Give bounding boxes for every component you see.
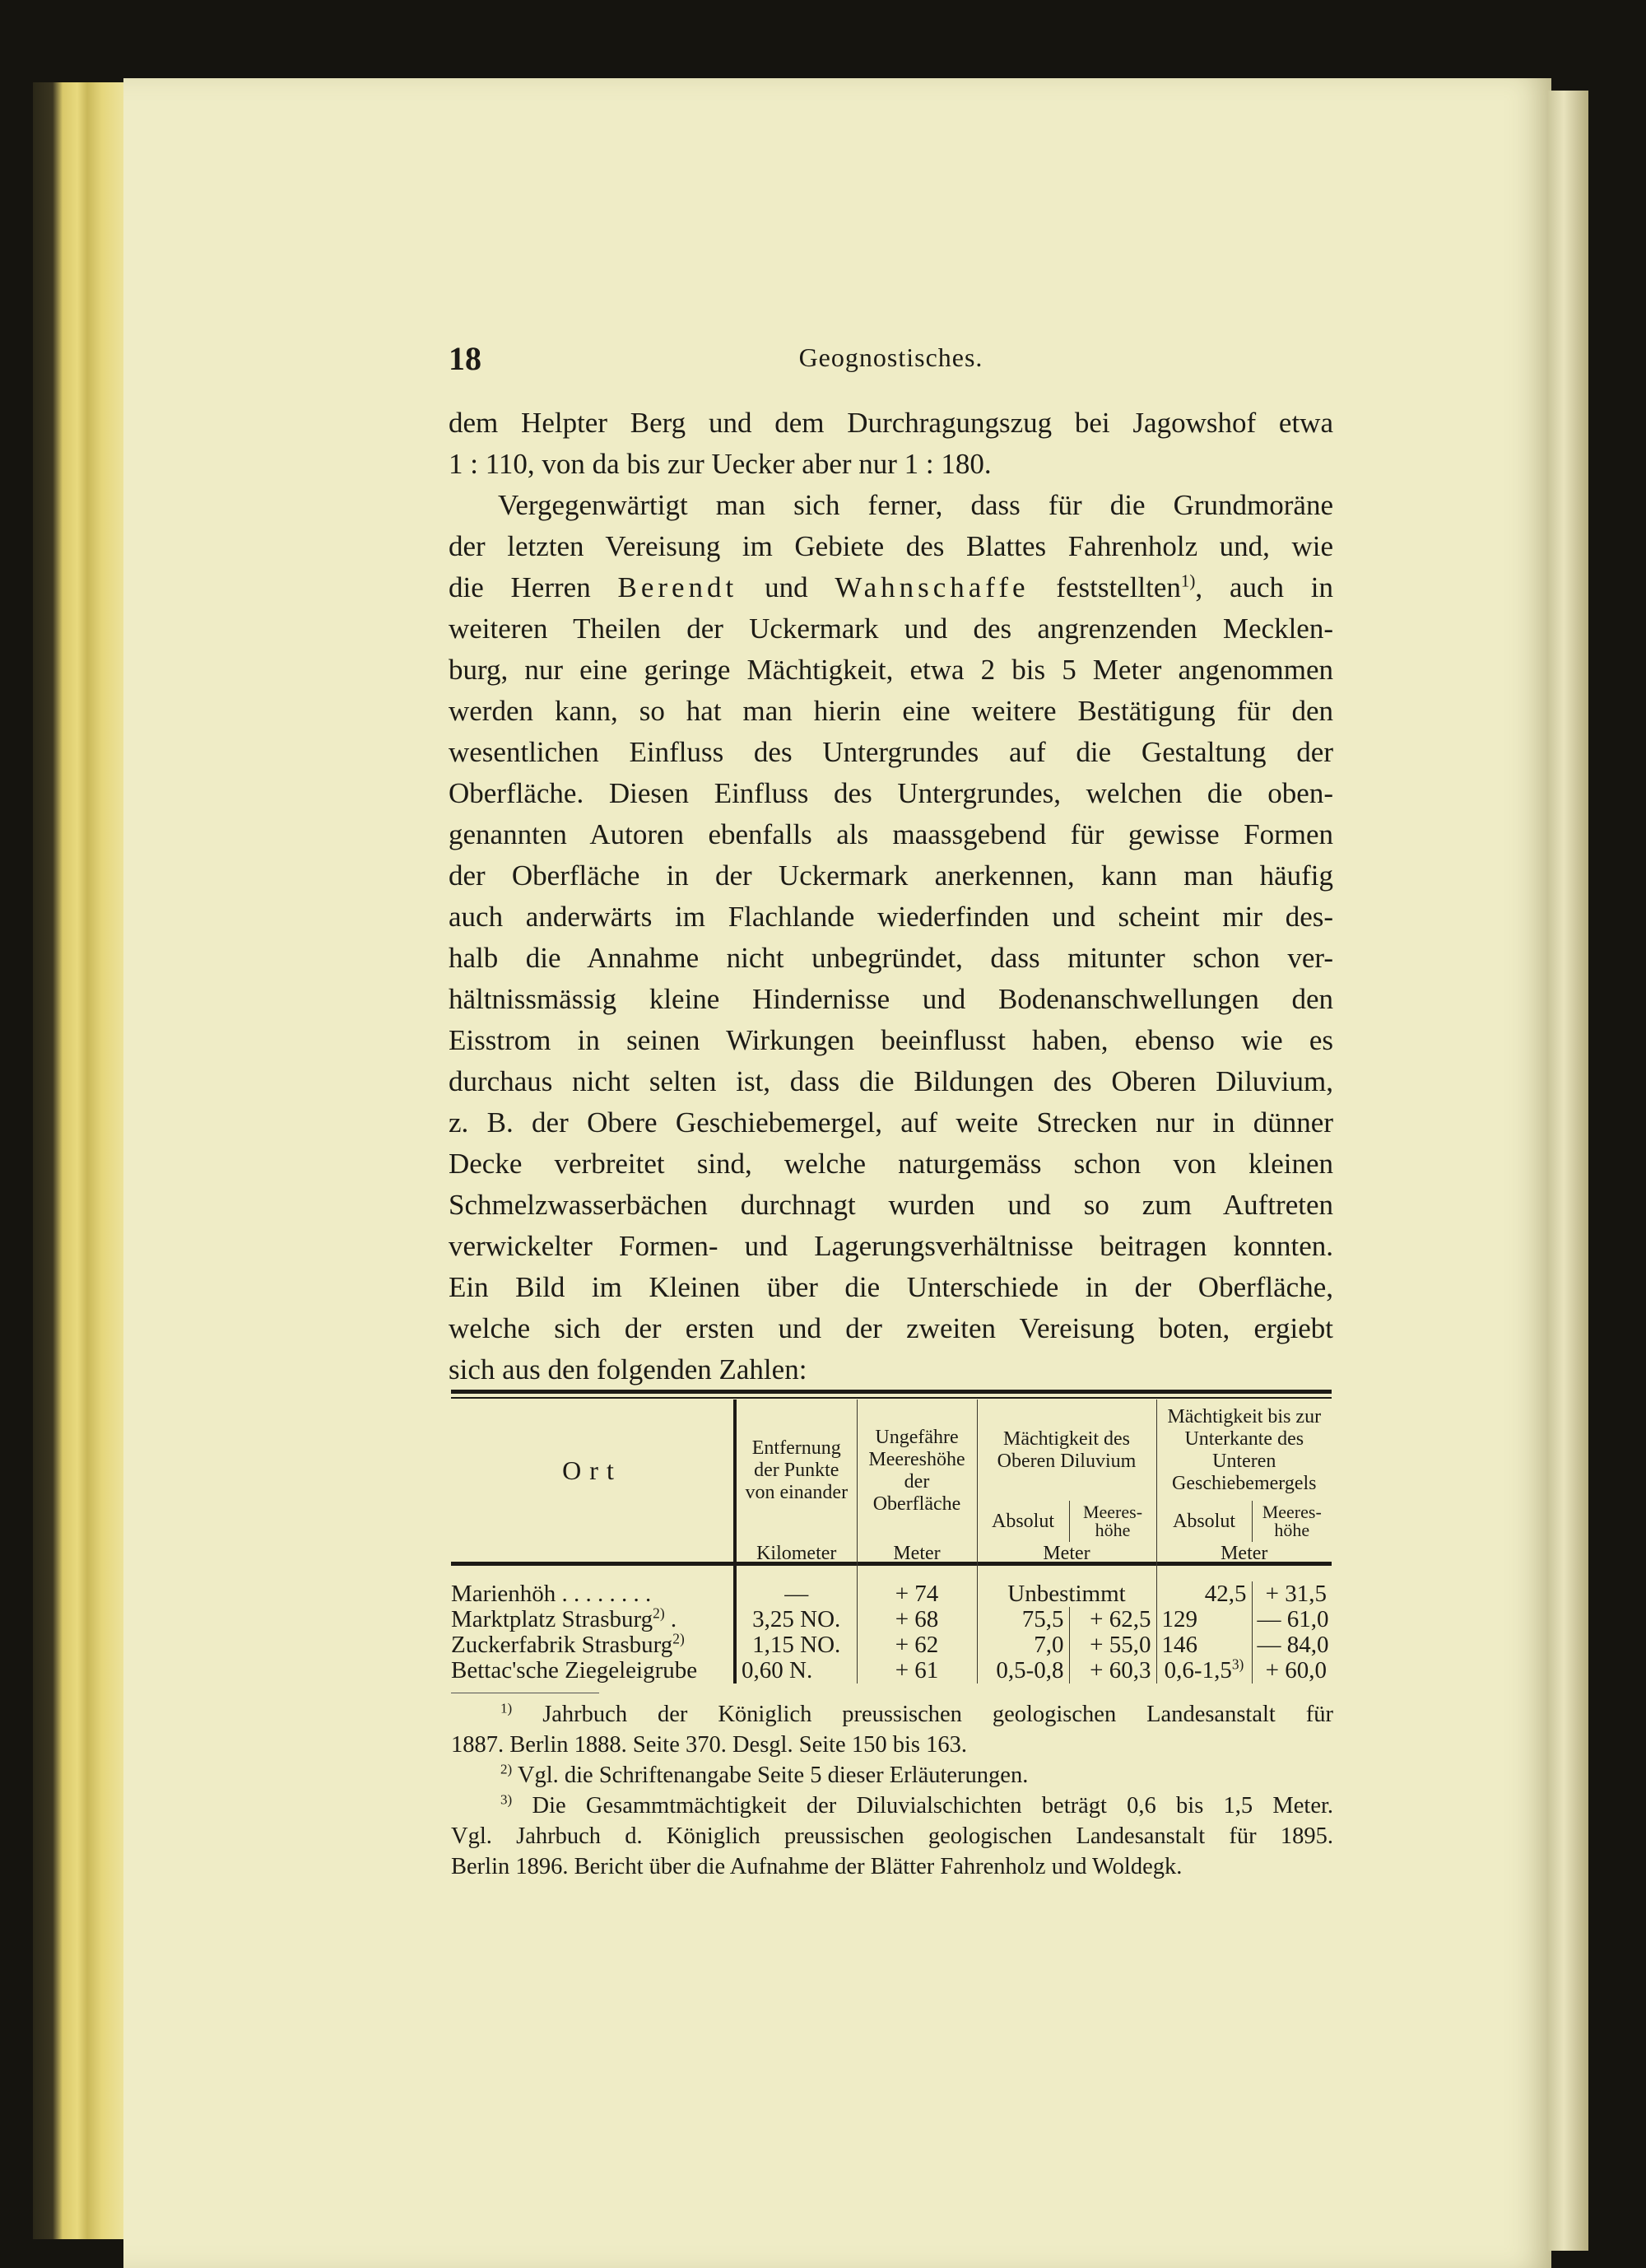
cell-meereshoehe: + 61 [857,1658,977,1684]
table-row [451,1658,1332,1684]
table-row [451,1632,1332,1658]
cell-oberen: Unbestimmt [977,1581,1156,1607]
footnote-3 [451,1791,1333,1821]
text-line: Schmelzwasserbächen durchnagt wurden und so zum Auftreten [449,1189,1333,1221]
footnote-ref[interactable]: 1) [1180,570,1196,591]
text-line: auch anderwärts im Flachlande wiederfinden und scheint mir des- [449,901,1333,933]
text-line: werden kann, so hat man hierin eine weitere Bestätigung für den [449,695,1333,727]
footnote-mark: 3) [500,1791,513,1808]
footnote-line: Berlin 1896. Bericht über die Aufnahme der Blätter Fahrenholz und Woldegk. [451,1854,1183,1879]
cell-oberen-absolut: 7,0 [977,1632,1069,1658]
author-name: Berendt [617,571,738,603]
text-span: , auch in [1195,571,1334,603]
cell-unteren-meereshoehe: + 60,0 [1252,1658,1332,1684]
header-meereshoehe: Ungefähre Meereshöhe der Oberfläche [857,1399,977,1542]
footnote-mark: 2) [500,1761,513,1777]
cell-oberen-absolut: 0,5-0,8 [977,1658,1069,1684]
cell-unteren-absolut [1156,1658,1252,1684]
page-stack-edge [33,82,132,2239]
unit-meter: Meter [977,1542,1156,1565]
cell-oberen-absolut: 75,5 [977,1607,1069,1632]
cell-unteren-meereshoehe: — 84,0 [1252,1632,1332,1658]
text-line: sich aus den folgenden Zahlen: [449,1353,807,1385]
cell-meereshoehe: + 74 [857,1581,977,1607]
cell-oberen-meereshoehe: + 55,0 [1069,1632,1156,1658]
header-absolut: Absolut [1156,1501,1252,1542]
text-line: halb die Annahme nicht unbegründet, dass mitunter schon ver- [449,942,1333,974]
text-line: durchaus nicht selten ist, dass die Bildungen des Oberen Diluvium, [449,1065,1333,1097]
cell-unteren-absolut: 129 [1156,1607,1252,1632]
cell-oberen-meereshoehe: + 62,5 [1069,1607,1156,1632]
text-line: Decke verbreitet sind, welche naturgemäss schon von kleinen [449,1148,1333,1180]
cell-meereshoehe: + 68 [857,1607,977,1632]
cell-ort: Marienhöh . . . . . . . . [451,1581,652,1607]
cell-ort [451,1632,735,1658]
unit-kilometer: Kilometer [735,1542,857,1565]
running-head [449,339,1333,380]
footnote-2 [451,1760,1333,1791]
text-line: 1 : 110, von da bis zur Uecker aber nur 1 : 180. [449,448,992,480]
footnote-ref[interactable]: 2) [653,1607,665,1622]
unit-meter: Meter [1156,1542,1332,1565]
header-meereshoehe-sub: Meeres- höhe [1069,1501,1156,1542]
header-ort: Ort [562,1455,622,1485]
text-span: feststellten [1056,571,1181,603]
text-line: der Oberfläche in der Uckermark anerkennen, kann man häufig [449,859,1333,892]
cell-entfernung: 1,15 NO. [735,1632,857,1658]
text-line: genannten Autoren ebenfalls als maassgebend für gewisse Formen [449,818,1333,850]
cell-unteren-meereshoehe: + 31,5 [1252,1581,1332,1607]
footnote-line: Vgl. Jahrbuch d. Königlich preussischen geologischen Landesanstalt für 1895. [451,1823,1333,1849]
author-name: Wahnschaffe [835,571,1030,603]
table-row [451,1581,1332,1607]
footnotes [451,1699,1333,1882]
text-line: Ein Bild im Kleinen über die Unterschiede in der Oberfläche, [449,1271,1333,1303]
page-number: 18 [449,340,481,377]
text-line: welche sich der ersten und der zweiten Vereisung boten, ergiebt [449,1312,1333,1344]
header-unteren-geschiebemergel: Mächtigkeit bis zur Unterkante des Unteren Geschiebemergels [1156,1399,1332,1501]
cell-oberen-meereshoehe: + 60,3 [1069,1658,1156,1684]
cell-meereshoehe: + 62 [857,1632,977,1658]
body-text [449,403,1333,1390]
data-table [451,1399,1332,1684]
text-span: die Herren [449,571,591,603]
text-line: dem Helpter Berg und dem Durchragungszug bei Jagowshof etwa [449,407,1333,439]
table-top-rule-thin [451,1397,1332,1399]
table-top-rule [451,1390,1332,1394]
footnote-text: Die Gesammtmächtigkeit der Diluvialschichten beträgt 0,6 bis 1,5 Meter. [532,1793,1334,1819]
cell-unteren-absolut: 42,5 [1156,1581,1252,1607]
ort-name: Zuckerfabrik Strasburg [451,1632,673,1658]
footnote-line: 1887. Berlin 1888. Seite 370. Desgl. Seite 150 bis 163. [451,1732,967,1758]
text-line: Eisstrom in seinen Wirkungen beeinflusst haben, ebenso wie es [449,1024,1333,1056]
text-line: wesentlichen Einfluss des Untergrundes auf die Gestaltung der [449,736,1333,768]
footnote-ref[interactable]: 3) [1231,1658,1244,1673]
footnote-ref[interactable]: 2) [672,1632,685,1647]
text-line [449,567,1333,608]
unit-meter: Meter [857,1542,977,1565]
text-line: weiteren Theilen der Uckermark und des angrenzenden Mecklen- [449,612,1333,645]
cell-entfernung: — [735,1581,857,1607]
header-oberen-diluvium: Mächtigkeit des Oberen Diluvium [977,1399,1156,1501]
cell-ort: Bettac'sche Ziegeleigrube [451,1658,698,1684]
value: 0,6-1,5 [1164,1658,1232,1684]
text-line: der letzten Vereisung im Gebiete des Blattes Fahrenholz und, wie [449,530,1333,562]
running-title: Geognostisches. [798,342,983,372]
cell-entfernung: 3,25 NO. [735,1607,857,1632]
text-line: z. B. der Obere Geschiebemergel, auf weite Strecken nur in dünner [449,1106,1333,1139]
ort-tail: . [664,1607,677,1632]
text-span: und [765,571,808,603]
footnote-text: Vgl. die Schriftenangabe Seite 5 dieser Erläuterungen. [517,1763,1029,1788]
text-line: hältnissmässig kleine Hindernisse und Bodenanschwellungen den [449,983,1333,1015]
text-line: Vergegenwärtigt man sich ferner, dass für die Grundmoräne [498,489,1333,521]
header-entfernung: Entfernung der Punkte von einander [735,1399,857,1542]
footnote-mark: 1) [500,1700,513,1716]
ort-name: Marktplatz Strasburg [451,1607,653,1632]
header-absolut: Absolut [977,1501,1069,1542]
cell-entfernung: 0,60 N. [735,1658,857,1684]
cell-ort [451,1607,735,1632]
text-line: verwickelter Formen- und Lagerungsverhältnisse beitragen konnten. [449,1230,1333,1262]
header-meereshoehe-sub: Meeres- höhe [1252,1501,1332,1542]
cell-unteren-meereshoehe: — 61,0 [1252,1607,1332,1632]
text-line: burg, nur eine geringe Mächtigkeit, etwa 2 bis 5 Meter angenommen [449,654,1333,686]
footnote-text: Jahrbuch der Königlich preussischen geologischen Landesanstalt für [542,1702,1333,1727]
table-row [451,1607,1332,1632]
text-line: Oberfläche. Diesen Einfluss des Untergrundes, welchen die oben- [449,777,1333,809]
footnote-1 [451,1699,1333,1730]
cell-unteren-absolut: 146 [1156,1632,1252,1658]
facing-page-edge [1547,91,1588,2251]
